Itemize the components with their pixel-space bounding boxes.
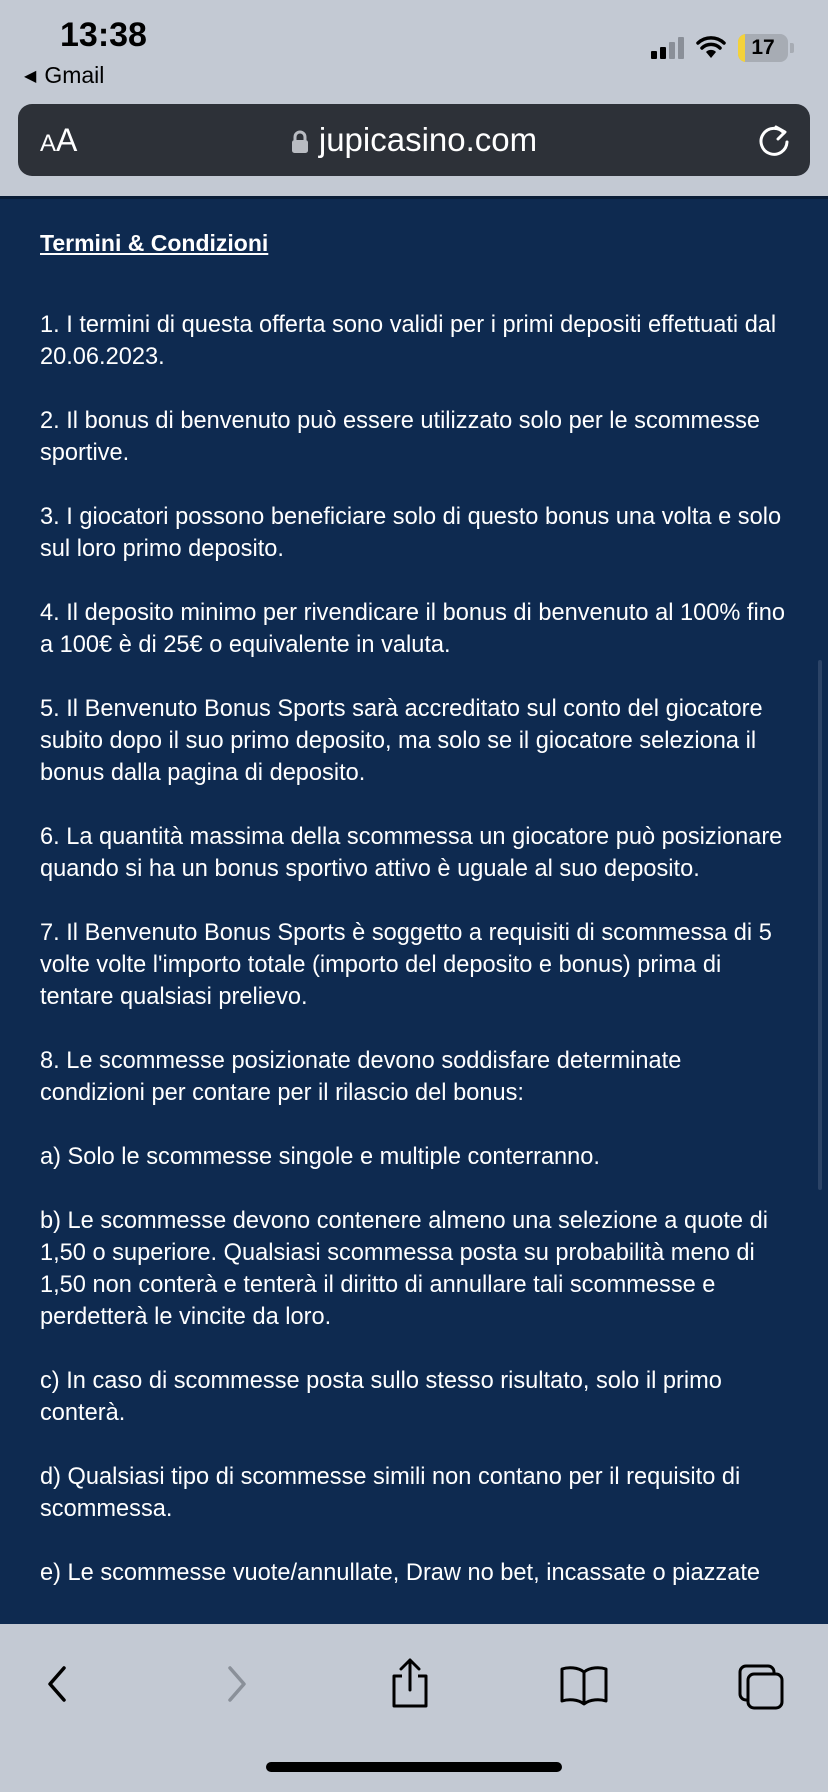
back-triangle-icon: ◀ (24, 67, 37, 85)
chrome-divider (0, 196, 828, 199)
term-paragraph: 7. Il Benvenuto Bonus Sports è soggetto a requisiti di scommessa di 5 volte volte l'importo totale (importo del deposito e bonus) prima di tentare qualsiasi prelievo. (40, 920, 772, 1010)
term-paragraph: d) Qualsiasi tipo di scommesse simili non contano per il requisito di scommessa. (40, 1464, 741, 1522)
cellular-signal-icon (651, 37, 684, 59)
chevron-left-icon[interactable] (40, 1654, 76, 1714)
term-paragraph: b) Le scommesse devono contenere almeno una selezione a quote di 1,50 o superiore. Qualsiasi scommessa posta su probabilità meno di 1,50 non conterà e tenterà il diritto di annullare tali scommesse e perdetterà le vincite da loro. (40, 1208, 768, 1330)
term-paragraph: 1. I termini di questa offerta sono validi per i primi depositi effettuati dal 20.06.2023. (40, 312, 777, 370)
url-display[interactable] (18, 121, 810, 159)
page-content (40, 200, 790, 1624)
tabs-icon[interactable] (736, 1654, 788, 1714)
lock-icon (291, 130, 309, 154)
status-and-url-area (0, 0, 828, 196)
term-paragraph: 6. La quantità massima della scommessa un giocatore può posizionare quando si ha un bonus sportivo attivo è uguale al suo deposito. (40, 824, 783, 882)
home-indicator[interactable] (266, 1762, 562, 1772)
wifi-icon (696, 36, 726, 60)
status-time: 13:38 (60, 16, 147, 54)
term-paragraph: 2. Il bonus di benvenuto può essere utilizzato solo per le scommesse sportive. (40, 408, 761, 466)
term-paragraph: 4. Il deposito minimo per rivendicare il bonus di benvenuto al 100% fino a 100€ è di 25€ o equivalente in valuta. (40, 600, 785, 658)
reload-icon[interactable] (756, 120, 792, 158)
share-icon[interactable] (388, 1654, 432, 1714)
term-paragraph: 3. I giocatori possono beneficiare solo di questo bonus una volta e solo sul loro primo deposito. (40, 504, 782, 562)
url-text: jupicasino.com (318, 121, 538, 158)
battery-level: 17 (751, 36, 775, 59)
term-paragraph: c) In caso di scommesse posta sullo stesso risultato, solo il primo conterà. (40, 1368, 722, 1426)
book-icon[interactable] (558, 1654, 610, 1714)
scroll-indicator[interactable] (818, 660, 822, 1190)
address-bar[interactable] (18, 104, 810, 176)
term-paragraph: 5. Il Benvenuto Bonus Sports sarà accreditato sul conto del giocatore subito dopo il suo primo deposito, ma solo se il giocatore seleziona il bonus dalla pagina di deposito. (40, 696, 763, 786)
battery-indicator (738, 34, 788, 62)
back-to-app-link[interactable] (24, 62, 104, 89)
term-paragraph: e) Le scommesse vuote/annullate, Draw no bet, incassate o piazzate (40, 1560, 761, 1586)
terms-heading[interactable]: Termini & Condizioni (40, 230, 269, 256)
back-app-label: Gmail (44, 62, 105, 88)
chevron-right-icon[interactable] (218, 1654, 254, 1714)
terms-list (40, 309, 790, 1589)
status-icons (651, 34, 794, 62)
term-paragraph: 8. Le scommesse posizionate devono soddisfare determinate condizioni per contare per il rilascio del bonus: (40, 1048, 682, 1106)
text-size-button[interactable]: AA (40, 122, 78, 158)
term-paragraph: a) Solo le scommesse singole e multiple conterranno. (40, 1144, 600, 1170)
